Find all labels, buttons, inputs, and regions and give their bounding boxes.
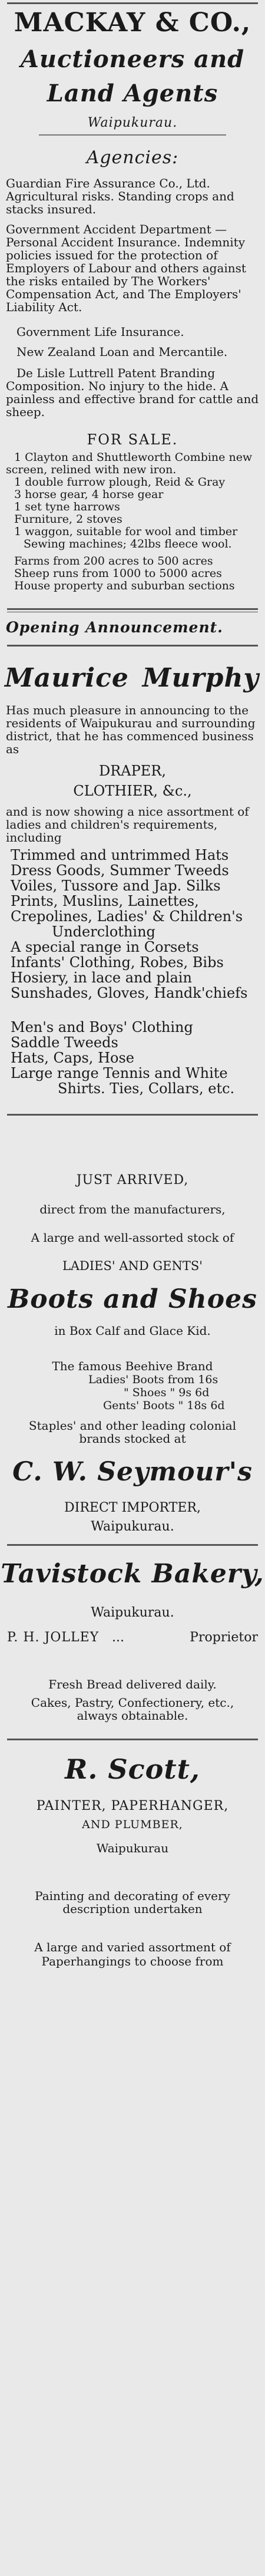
murphy-intro: Has much pleasure in announcing to the residents of Waipukurau and surrounding district, that he has commenced business as [6, 703, 256, 756]
divider [7, 645, 258, 647]
list-item: Saddle Tweeds [11, 1034, 118, 1051]
list-item: Sheep runs from 1000 to 5000 acres [14, 567, 222, 580]
assortment-text: A large and well-assorted stock of [31, 1231, 234, 1245]
list-item: Prints, Muslins, Lainettes, [11, 893, 199, 909]
list-item: Farms from 200 acres to 500 acres [14, 555, 213, 568]
murphy-items [11, 847, 264, 1001]
bakery-proprietor-name: P. H. JOLLEY [7, 1630, 100, 1645]
list-item: 1 double furrow plough, Reid & Gray [14, 476, 226, 489]
scott-and-plumber: AND PLUMBER, [82, 1818, 183, 1831]
divider [39, 134, 226, 136]
agencies-heading: Agencies: [86, 147, 179, 168]
agencies-guardian: Guardian Fire Assurance Co., Ltd. Agricultural risks. Standing crops and stacks insured. [6, 176, 234, 216]
gents-boots-price: Gents' Boots " 18s 6d [103, 1399, 225, 1412]
seymour-town: Waipukurau. [91, 1519, 174, 1534]
bakery-proprietor-label: Proprietor [190, 1630, 258, 1645]
opening-announcement-heading: Opening Announcement. [6, 619, 223, 636]
for-sale-heading: FOR SALE. [87, 431, 178, 448]
scott-name: R. Scott, [65, 1753, 200, 1785]
bakery-town: Waipukurau. [91, 1605, 174, 1620]
boots-and-shoes: Boots and Shoes [8, 1284, 257, 1314]
bakery-name: Tavistock Bakery, [1, 1559, 264, 1589]
list-item: Crepolines, Ladies' & Children's [11, 908, 243, 925]
box-calf: in Box Calf and Glace Kid. [54, 1324, 211, 1338]
scott-trade: PAINTER, PAPERHANGER, [36, 1799, 229, 1813]
list-item: Large range Tennis and White [11, 1065, 228, 1081]
scott-town: Waipukurau [96, 1841, 169, 1855]
murphy-trade-draper: DRAPER, [98, 763, 166, 779]
list-item: 1 Clayton and Shuttleworth Combine new screen, relined with new iron. [6, 451, 253, 476]
beehive-brand: The famous Beehive Brand [52, 1359, 213, 1373]
murphy-intro-2: and is now showing a nice assortment of ladies and children's requirements, including [6, 804, 249, 845]
list-item: Voiles, Tussore and Jap. Silks [11, 878, 221, 894]
mackay-town: Waipukurau. [87, 116, 178, 130]
list-item: 1 set tyne harrows [14, 500, 120, 513]
list-item: Underclothing [52, 923, 155, 940]
list-item: A special range in Corsets [11, 939, 199, 955]
murphy-items-2 [11, 1020, 264, 1096]
murphy-name-last: Murphy [142, 663, 259, 693]
direct-from-manufacturers: direct from the manufacturers, [39, 1202, 226, 1216]
list-item: Dress Goods, Summer Tweeds [11, 862, 229, 879]
list-item: 3 horse gear, 4 horse gear [14, 488, 164, 501]
ladies-boots-price: Ladies' Boots from 16s [88, 1373, 218, 1386]
bakery-fresh-bread: Fresh Bread delivered daily. [48, 1677, 217, 1691]
divider [7, 1544, 258, 1546]
mackay-subtitle-auctioneers: Auctioneers and [20, 45, 245, 73]
ladies-shoes-price: " Shoes " 9s 6d [124, 1386, 210, 1399]
agencies-government-life: Government Life Insurance. [16, 325, 184, 339]
murphy-trade-clothier: CLOTHIER, &c., [73, 783, 192, 799]
list-item: Sewing machines; 42lbs fleece wool. [24, 537, 232, 550]
mackay-ad [0, 0, 265, 592]
list-item: Hosiery, in lace and plain [11, 969, 192, 986]
ladies-gents: LADIES' AND GENTS' [62, 1259, 203, 1273]
staples-text: Staples' and other leading colonial brands stocked at [28, 1419, 237, 1446]
direct-importer: DIRECT IMPORTER, [64, 1500, 201, 1515]
bakery-cakes: Cakes, Pastry, Confectionery, etc., always obtainable. [31, 1696, 234, 1723]
seymour-name: C. W. Seymour's [12, 1457, 253, 1487]
scott-large-stock: A large and varied assortment of [34, 1940, 231, 1954]
mackay-subtitle-land-agents: Land Agents [47, 80, 218, 107]
scott-painting: Painting and decorating of every description undertaken [35, 1889, 230, 1916]
agencies-nz-loan: New Zealand Loan and Mercantile. [16, 345, 228, 359]
list-item: House property and suburban sections [14, 579, 235, 592]
list-item: Shirts. Ties, Collars, etc. [58, 1080, 235, 1097]
divider [7, 608, 258, 612]
agencies-government-accident: Government Accident Department — Personal Accident Insurance. Indemnity policies issued for the protection of Employers of Labour and others against the risks entailed by The Workers' Compensation Act, and The Employers' Liability Act. [6, 222, 246, 314]
list-item: 1 waggon, suitable for wool and timber [14, 525, 238, 538]
mackay-title: MACKAY & CO., [14, 8, 251, 38]
list-item: Furniture, 2 stoves [14, 513, 122, 526]
list-item: Men's and Boys' Clothing [11, 1019, 193, 1035]
divider-top [7, 2, 258, 4]
divider [7, 1114, 258, 1116]
list-item: Infants' Clothing, Robes, Bibs [11, 954, 224, 971]
murphy-name-first: Maurice [5, 663, 129, 693]
agencies-de-lisle: De Lisle Luttrell Patent Branding Composition. No injury to the hide. A painless and effective brand for cattle and sheep. [6, 366, 259, 419]
list-item: Hats, Caps, Hose [11, 1050, 134, 1066]
just-arrived: JUST ARRIVED, [76, 1173, 189, 1188]
bakery-proprietor-dots: ... [112, 1630, 124, 1645]
list-item: Sunshades, Gloves, Handk'chiefs [11, 985, 248, 1001]
for-sale-list [6, 451, 259, 592]
scott-papers: Paperhangings to choose from [41, 1954, 224, 1968]
divider [7, 1739, 258, 1740]
list-item: Trimmed and untrimmed Hats [11, 847, 229, 863]
